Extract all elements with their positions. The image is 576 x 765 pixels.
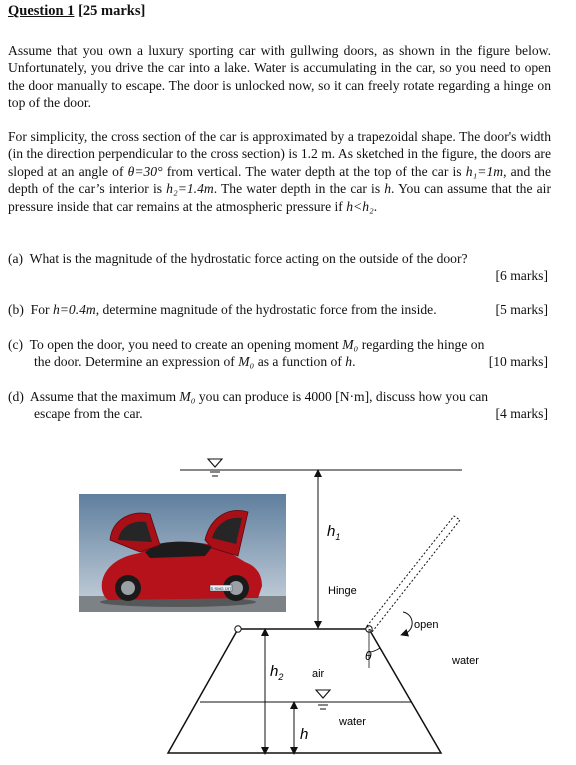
- outside-water-label: water: [452, 655, 479, 667]
- h2-label: $h_2$: [270, 663, 284, 682]
- question-a-marks: [6 marks]: [495, 268, 548, 284]
- gullwing-car-photo: [79, 494, 286, 612]
- question-a-text: What is the magnitude of the hydrostatic force acting on the outside of the door?: [29, 251, 468, 266]
- car-cross-section-diagram: [0, 440, 576, 765]
- open-label: open: [414, 619, 439, 631]
- question-b-label: (b): [8, 302, 24, 317]
- condition-expression: h<h₂: [346, 198, 374, 214]
- question-c-m0: M₀: [342, 337, 359, 352]
- question-a-label: (a): [8, 251, 24, 266]
- outside-water-level-symbol: [208, 459, 222, 467]
- question-b-h-expression: h=0.4m: [52, 302, 96, 317]
- h-label: h: [300, 726, 309, 743]
- question-b: (b) For h=0.4m, determine magnitude of the hydrostatic force from the inside. [5 marks]: [8, 302, 548, 317]
- question-c-label: (c): [8, 337, 24, 352]
- theta-expression: θ=30°: [127, 163, 163, 179]
- question-c-marks: [10 marks]: [488, 354, 548, 370]
- question-d: (d) Assume that the maximum M₀ you can produce is 4000 [N·m], discuss how you can escape from the car. [4 marks]: [8, 389, 548, 422]
- h-variable: h: [384, 181, 392, 197]
- h2-expression: h₂=1.4m: [166, 181, 214, 197]
- theta-label: θ: [365, 649, 372, 663]
- air-label: air: [312, 668, 325, 680]
- intro-paragraph: Assume that you own a luxury sporting car with gullwing doors, as shown in the figure below. Unfortunately, you drive the car into a lake. Water is accumulating in the car, so you need to open the door manually to escape. The door is unlocked now, so it can freely rotate regarding a hinge on top of the door.: [8, 43, 551, 111]
- question-b-marks: [5 marks]: [495, 302, 548, 317]
- question-title: Question 1: [8, 3, 75, 19]
- inside-water-label: water: [339, 716, 366, 728]
- question-heading: [8, 3, 145, 20]
- question-c: (c) To open the door, you need to create an opening moment M₀ regarding the hinge on the door. Determine an expression of M₀ as a function of h. [10 marks]: [8, 337, 548, 370]
- open-arrow: [403, 612, 412, 634]
- h1-label: $h_1$: [327, 523, 341, 542]
- car-plate: S·SMG 197: [210, 586, 232, 591]
- question-d-m0: M₀: [179, 389, 196, 404]
- h1-expression: h₁=1m: [465, 163, 504, 179]
- question-a: [8, 250, 548, 285]
- hinge-label: Hinge: [328, 585, 357, 597]
- question-d-label: (d): [8, 389, 24, 404]
- question-marks: [25 marks]: [78, 3, 146, 19]
- question-d-marks: [4 marks]: [495, 406, 548, 422]
- assumption-paragraph: For simplicity, the cross section of the car is approximated by a trapezoidal shape. The door's width (in the direction perpendicular to the cross section) is 1.2 m. As sketched in the figure, the doors are sloped at an angle of θ=30° from vertical. The water depth at the top of the car is h₁=1m, and the depth of the car’s interior is h₂=1.4m. The water depth in the car is h. You can assume that the air pressure inside that car remains at the atmospheric pressure if h<h₂.: [8, 129, 551, 214]
- opened-door-outline: [367, 516, 460, 632]
- inside-water-level-symbol: [316, 690, 330, 698]
